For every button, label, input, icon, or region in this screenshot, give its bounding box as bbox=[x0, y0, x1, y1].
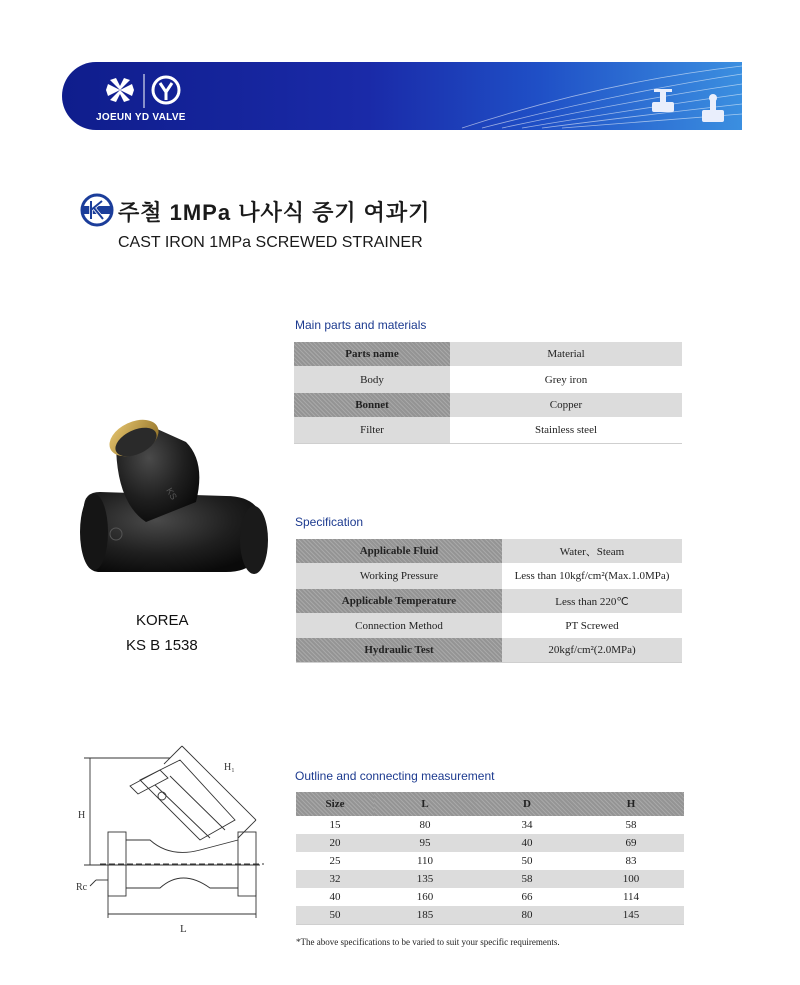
measure-cell: 25 bbox=[329, 855, 341, 867]
dim-rc-label: Rc bbox=[76, 882, 88, 893]
measure-cell: 69 bbox=[625, 837, 637, 849]
materials-cell: Grey iron bbox=[450, 366, 682, 393]
strainer-product-photo bbox=[76, 412, 276, 588]
standard-label: KS B 1538 bbox=[126, 637, 198, 654]
technical-drawing bbox=[60, 740, 280, 940]
specification-table bbox=[296, 539, 682, 663]
dim-h-label: H bbox=[78, 810, 86, 821]
measure-header: Size bbox=[296, 792, 374, 816]
ks-mark-icon bbox=[80, 193, 114, 227]
logo-yd-icon bbox=[153, 77, 179, 103]
measure-cell: 40 bbox=[329, 891, 341, 903]
materials-header-parts: Parts name bbox=[294, 342, 450, 366]
logo-cross-icon bbox=[106, 78, 134, 102]
materials-cell: Copper bbox=[450, 393, 682, 417]
materials-cell: Stainless steel bbox=[450, 417, 682, 443]
measure-cell: 100 bbox=[622, 873, 640, 885]
spec-cell: Less than 220℃ bbox=[502, 589, 682, 613]
measure-cell: 135 bbox=[416, 873, 434, 885]
product-title-english: CAST IRON 1MPa SCREWED STRAINER bbox=[118, 234, 423, 251]
measure-cell: 15 bbox=[329, 819, 341, 831]
valve-silhouette-icon bbox=[652, 89, 724, 122]
spec-cell: Hydraulic Test bbox=[296, 638, 502, 662]
measure-cell: 95 bbox=[419, 837, 431, 849]
measure-cell: 40 bbox=[521, 837, 533, 849]
measure-cell: 32 bbox=[329, 873, 341, 885]
origin-label: KOREA bbox=[136, 612, 189, 629]
materials-cell: Body bbox=[294, 366, 450, 393]
spec-cell: PT Screwed bbox=[502, 613, 682, 638]
measure-header: D bbox=[476, 792, 578, 816]
spec-cell: Less than 10kgf/cm²(Max.1.0MPa) bbox=[502, 563, 682, 589]
materials-cell: Filter bbox=[294, 417, 450, 443]
materials-section-title: Main parts and materials bbox=[295, 318, 427, 332]
materials-table bbox=[294, 342, 682, 444]
dim-h1-label: H₁ bbox=[224, 762, 235, 773]
measure-cell: 160 bbox=[416, 891, 434, 903]
measure-header: H bbox=[578, 792, 684, 816]
footnote: *The above specifications to be varied to suit your specific requirements. bbox=[296, 937, 560, 947]
measurement-section-title: Outline and connecting measurement bbox=[295, 769, 495, 783]
measure-cell: 66 bbox=[521, 891, 533, 903]
materials-cell: Bonnet bbox=[294, 393, 450, 417]
materials-header-material: Material bbox=[450, 342, 682, 366]
measure-cell: 83 bbox=[625, 855, 637, 867]
spec-cell: Applicable Temperature bbox=[296, 589, 502, 613]
spec-cell: Working Pressure bbox=[296, 563, 502, 589]
measure-cell: 34 bbox=[521, 819, 533, 831]
spec-cell: Applicable Fluid bbox=[296, 539, 502, 563]
svg-text:KS: KS bbox=[164, 486, 179, 502]
measure-cell: 50 bbox=[521, 855, 533, 867]
spec-cell: Water、Steam bbox=[502, 539, 682, 563]
measure-cell: 50 bbox=[329, 908, 341, 921]
measure-cell: 110 bbox=[416, 855, 434, 867]
measure-header: L bbox=[374, 792, 476, 816]
measure-cell: 114 bbox=[622, 891, 640, 903]
spec-cell: Connection Method bbox=[296, 613, 502, 638]
measure-cell: 185 bbox=[416, 908, 434, 921]
header-banner bbox=[62, 62, 742, 130]
spec-cell: 20kgf/cm²(2.0MPa) bbox=[502, 638, 682, 662]
specification-section-title: Specification bbox=[295, 515, 364, 529]
swoosh-lines bbox=[462, 66, 742, 128]
product-title-korean: 주철 1MPa 나사식 증기 여과기 bbox=[118, 200, 431, 225]
measure-cell: 80 bbox=[419, 819, 431, 831]
measure-cell: 58 bbox=[521, 873, 533, 885]
dim-l-label: L bbox=[180, 923, 187, 935]
measurement-table bbox=[296, 792, 684, 925]
measure-cell: 80 bbox=[521, 908, 533, 921]
company-name: JOEUN YD VALVE bbox=[96, 112, 186, 123]
measure-cell: 58 bbox=[625, 819, 637, 831]
measure-cell: 145 bbox=[622, 908, 640, 921]
measure-cell: 20 bbox=[329, 837, 341, 849]
